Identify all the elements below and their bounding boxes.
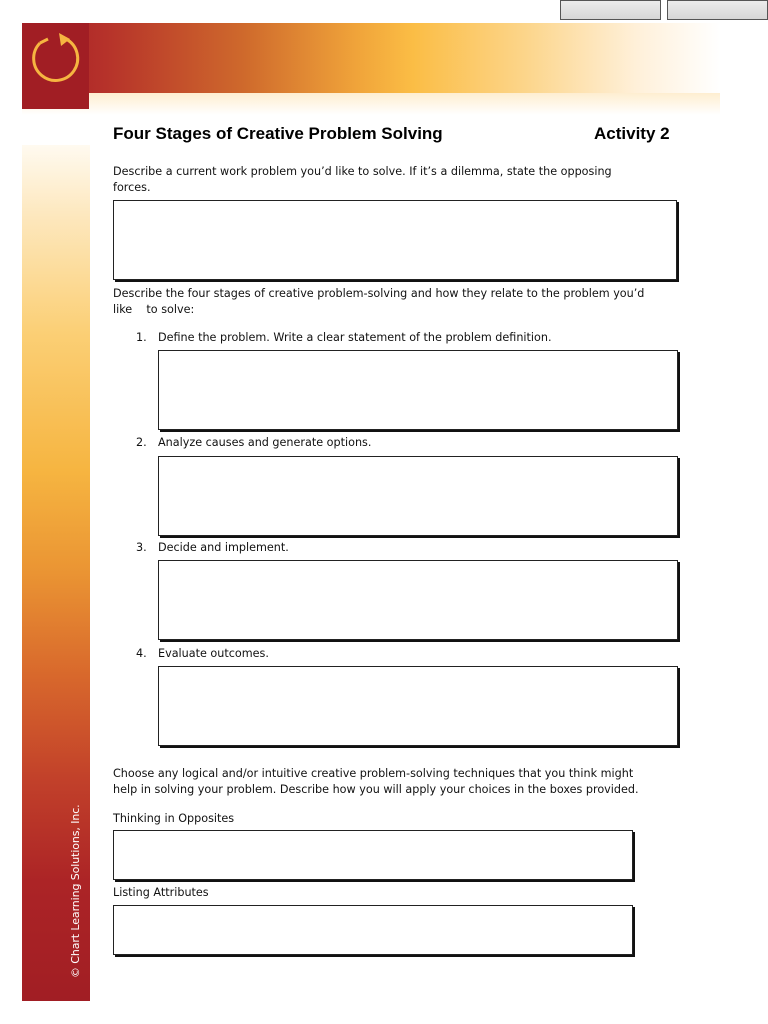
techniques-text xyxy=(113,766,673,798)
stage-4-text: Evaluate outcomes. xyxy=(158,647,269,660)
work-problem-box[interactable] xyxy=(113,200,677,280)
page-title: Four Stages of Creative Problem Solving xyxy=(113,124,443,143)
stage-1-text: Define the problem. Write a clear statement of the problem definition. xyxy=(158,331,552,344)
activity-label: Activity 2 xyxy=(594,124,670,143)
stages-intro-line-1: Describe the four stages of creative problem-solving and how they relate to the problem you’d xyxy=(113,287,645,300)
toolbar-button-2[interactable] xyxy=(667,0,768,20)
stage-4-box[interactable] xyxy=(158,666,678,746)
techniques-line-1: Choose any logical and/or intuitive creative problem-solving techniques that you think might xyxy=(113,767,634,780)
toolbar-button-1[interactable] xyxy=(560,0,661,20)
stage-3-box[interactable] xyxy=(158,560,678,640)
intro-line-1: Describe a current work problem you’d like to solve. If it’s a dilemma, state the opposing xyxy=(113,165,612,178)
intro-line-2: forces. xyxy=(113,181,151,194)
stage-1-box[interactable] xyxy=(158,350,678,430)
copyright-text: © Chart Learning Solutions, Inc. xyxy=(69,804,82,978)
stage-4-number: 4. xyxy=(136,647,147,660)
stage-2-number: 2. xyxy=(136,436,147,449)
stage-2-text: Analyze causes and generate options. xyxy=(158,436,372,449)
listing-attributes-box[interactable] xyxy=(113,905,633,955)
stage-1-number: 1. xyxy=(136,331,147,344)
circular-arrow-icon xyxy=(26,27,86,89)
stages-intro-text xyxy=(113,286,673,318)
header-banner xyxy=(22,23,720,93)
thinking-in-opposites-box[interactable] xyxy=(113,830,633,880)
techniques-line-2: help in solving your problem. Describe how you will apply your choices in the boxes provided. xyxy=(113,783,639,796)
stage-3-text: Decide and implement. xyxy=(158,541,289,554)
header-fade xyxy=(22,93,720,115)
listing-attributes-label: Listing Attributes xyxy=(113,886,209,899)
logo xyxy=(22,23,89,109)
thinking-in-opposites-label: Thinking in Opposites xyxy=(113,812,235,825)
stage-2-box[interactable] xyxy=(158,456,678,536)
stages-intro-line-2: like to solve: xyxy=(113,303,195,316)
stage-3-number: 3. xyxy=(136,541,147,554)
intro-text xyxy=(113,164,673,196)
